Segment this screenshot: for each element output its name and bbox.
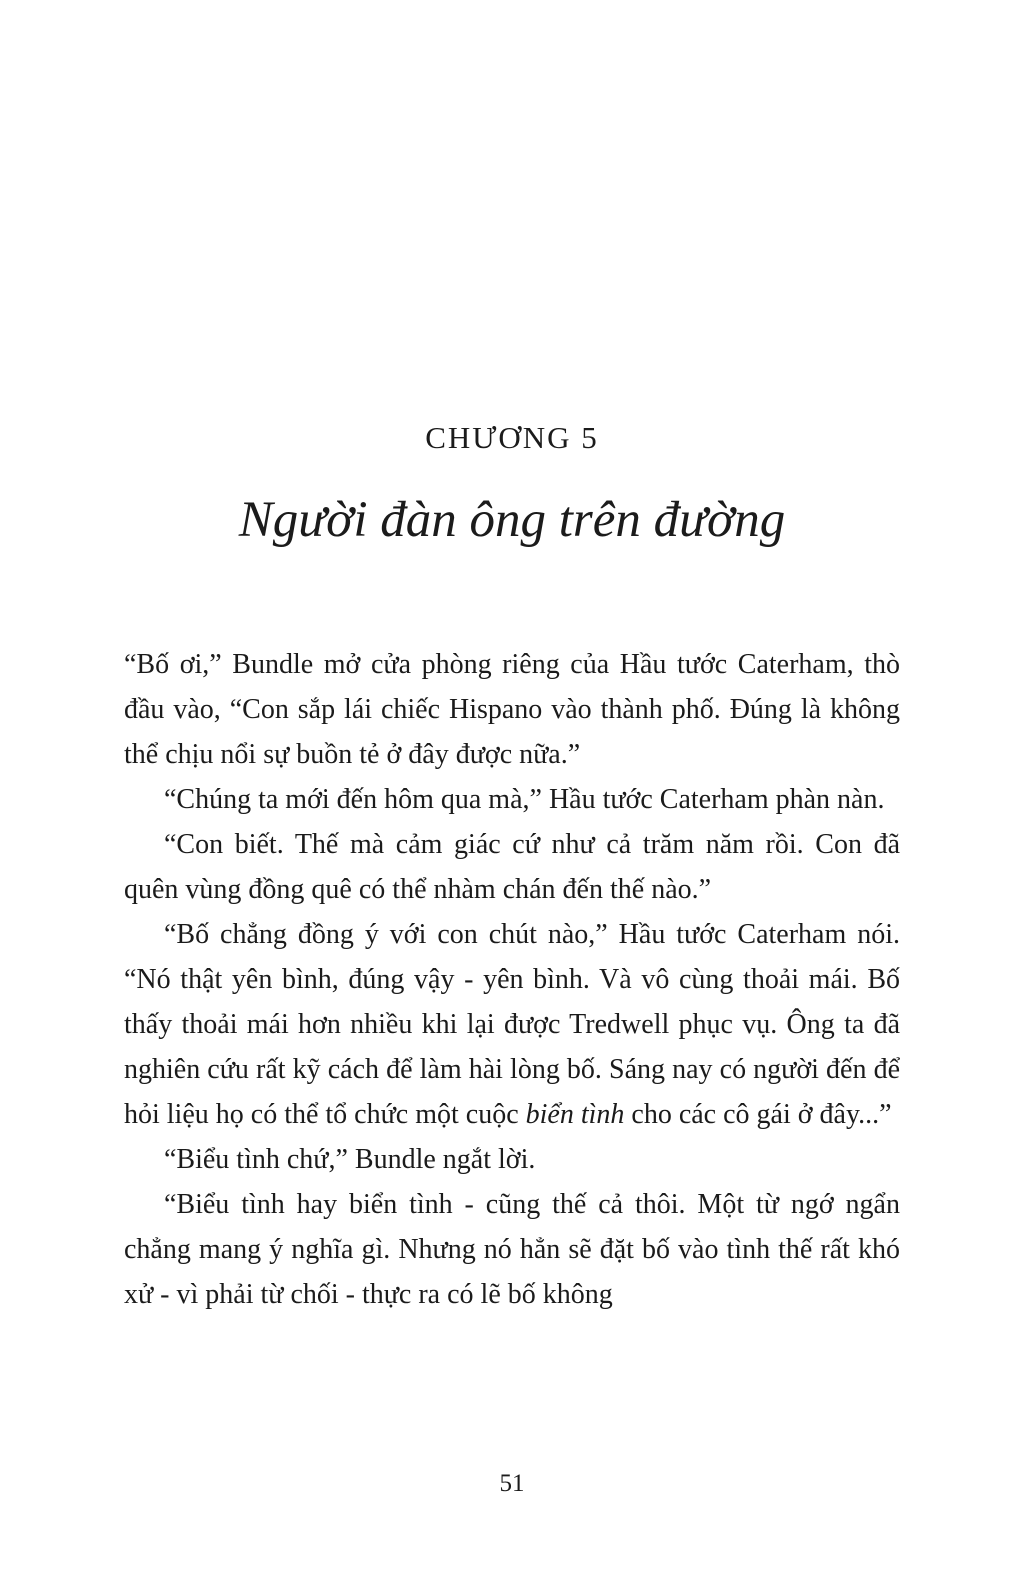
italic-phrase: biển tình bbox=[525, 1098, 625, 1130]
paragraph-text: “Bố ơi,” Bundle mở cửa phòng riêng của Hầu tước Caterham, thò đầu vào, “Con sắp lái chiếc Hispano vào thành phố. Đúng là không thể chịu nổi sự buồn tẻ ở đây được nữa.” bbox=[124, 648, 900, 770]
paragraph bbox=[124, 642, 900, 777]
paragraph-text: “Biểu tình hay biển tình - cũng thế cả thôi. Một từ ngớ ngẩn chẳng mang ý nghĩa gì. Nhưng nó hẳn sẽ đặt bố vào tình thế rất khó xử - vì phải từ chối - thực ra có lẽ bố không bbox=[124, 1188, 900, 1310]
paragraph bbox=[124, 822, 900, 912]
paragraph bbox=[124, 777, 900, 822]
paragraph-text: “Bố chẳng đồng ý với con chút nào,” Hầu tước Caterham nói. “Nó thật yên bình, đúng vậy - yên bình. Và vô cùng thoải mái. Bố thấy thoải mái hơn nhiều khi lại được Tredwell phục vụ. Ông ta đã nghiên cứu rất kỹ cách để làm hài lòng bố. Sáng nay có người đến để hỏi liệu họ có thể tổ chức một cuộc bbox=[124, 918, 900, 1130]
paragraph bbox=[124, 1182, 900, 1317]
paragraph-text: “Biểu tình chứ,” Bundle ngắt lời. bbox=[164, 1143, 536, 1175]
paragraph-text: cho các cô gái ở đây...” bbox=[624, 1098, 892, 1130]
paragraph-text: “Con biết. Thế mà cảm giác cứ như cả trăm năm rồi. Con đã quên vùng đồng quê có thể nhàm chán đến thế nào.” bbox=[124, 828, 900, 905]
chapter-label: CHƯƠNG 5 bbox=[425, 420, 599, 455]
paragraph bbox=[124, 1137, 900, 1182]
chapter-title: Người đàn ông trên đường bbox=[238, 492, 786, 549]
paragraph bbox=[124, 912, 900, 1137]
paragraph-text: “Chúng ta mới đến hôm qua mà,” Hầu tước Caterham phàn nàn. bbox=[164, 783, 885, 815]
body-text bbox=[124, 642, 900, 1317]
page-number: 51 bbox=[499, 1470, 525, 1497]
